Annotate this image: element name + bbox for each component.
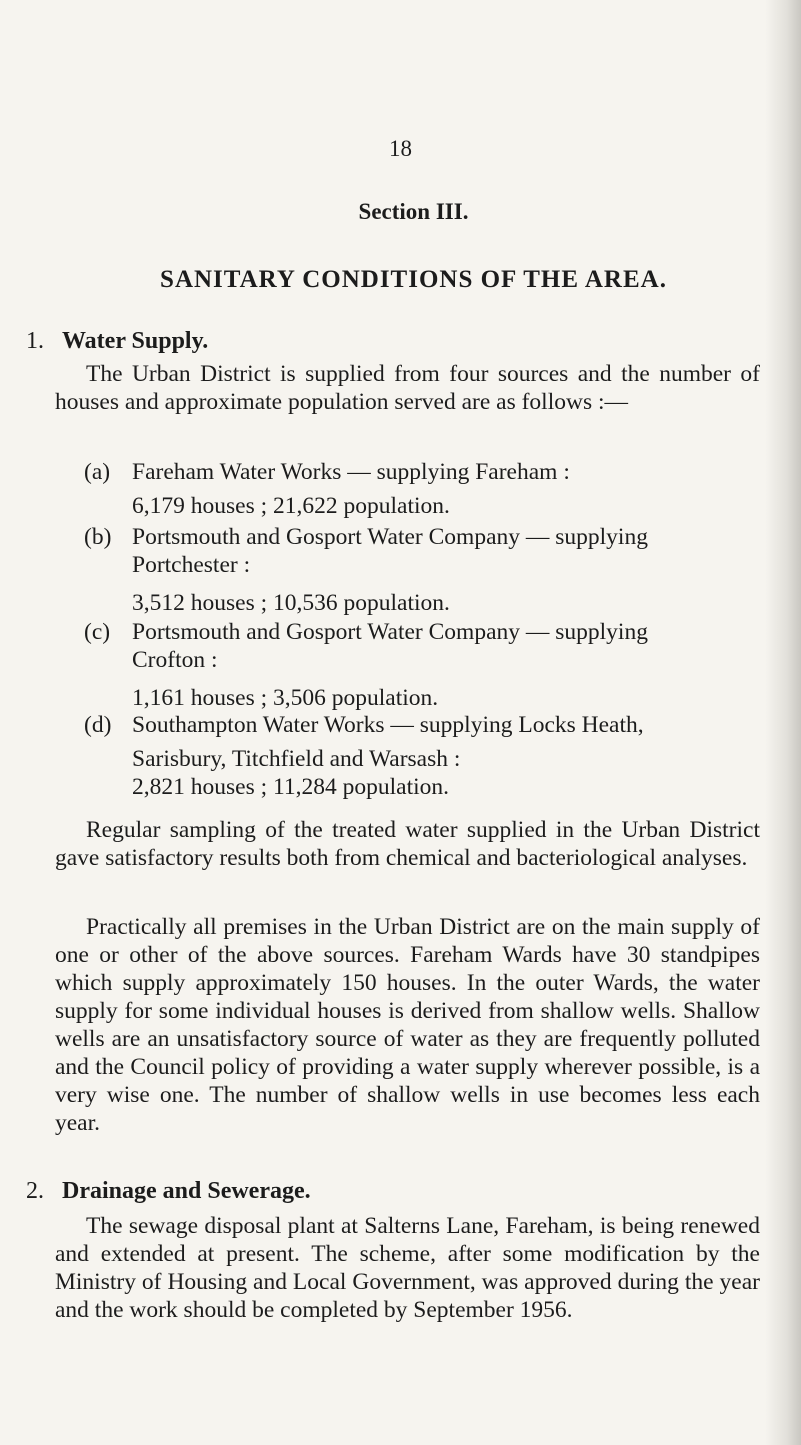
- source-item-c: [84, 618, 764, 712]
- item-line: Southampton Water Works — supplying Locks Heath,: [132, 712, 644, 738]
- heading-text: Drainage and Sewerage.: [62, 1178, 311, 1204]
- item-figures: 6,179 houses ; 21,622 population.: [132, 493, 450, 519]
- item-label: (c): [84, 619, 111, 645]
- paragraph-text: Practically all premises in the Urban District are on the main supply of one or other of the above sources. Fareham Wards have 30 standpipes which supply approximately 150 houses. In the outer Wards, the water supply for some individual houses is derived from shallow wells. Shallow wells are an unsatisfactory source of water as they are frequently polluted and the Council policy of providing a water supply wherever possible, is a very wise one. The number of shallow wells in use becomes less each year.: [55, 914, 760, 1136]
- item-line: Portsmouth and Gosport Water Company — supplying: [132, 619, 648, 645]
- section-heading: Section III.: [358, 199, 469, 224]
- item-line: Portsmouth and Gosport Water Company — supplying: [132, 524, 648, 550]
- item-line-2: Crofton :: [132, 647, 218, 673]
- paragraph-text: The sewage disposal plant at Salterns Lane, Fareham, is being renewed and extended at present. The scheme, after some modification by the Ministry of Housing and Local Government, was approved during the year and the work should be completed by September 1956.: [55, 1213, 760, 1323]
- item-figures: 1,161 houses ; 3,506 population.: [132, 685, 439, 711]
- heading-number: 1.: [26, 328, 44, 354]
- heading-text: Water Supply.: [62, 328, 209, 354]
- premises-paragraph: [55, 913, 760, 1137]
- item-line-2: Sarisbury, Titchfield and Warsash :: [132, 746, 461, 772]
- item-figures: 2,821 houses ; 11,284 population.: [132, 774, 450, 800]
- source-item-a: [84, 458, 764, 520]
- main-title: SANITARY CONDITIONS OF THE AREA.: [160, 266, 667, 293]
- item-line: Fareham Water Works — supplying Fareham :: [132, 459, 570, 485]
- paragraph-text: The Urban District is supplied from four sources and the number of houses and approximate population served are as follows :—: [55, 361, 760, 415]
- item-label: (b): [84, 524, 112, 550]
- water-supply-heading: [26, 328, 208, 355]
- drainage-paragraph: [55, 1212, 760, 1324]
- drainage-heading: [26, 1178, 311, 1205]
- item-figures: 3,512 houses ; 10,536 population.: [132, 590, 450, 616]
- heading-number: 2.: [26, 1178, 44, 1204]
- sampling-paragraph: [55, 816, 760, 872]
- source-item-b: [84, 523, 764, 617]
- page-number: 18: [389, 136, 412, 161]
- source-item-d: [84, 711, 764, 801]
- item-label: (d): [84, 712, 112, 738]
- item-line-2: Portchester :: [132, 552, 251, 578]
- water-intro-paragraph: [55, 360, 760, 416]
- paragraph-text: Regular sampling of the treated water supplied in the Urban District gave satisfactory results both from chemical and bacteriological analyses.: [55, 817, 760, 871]
- item-label: (a): [84, 459, 111, 485]
